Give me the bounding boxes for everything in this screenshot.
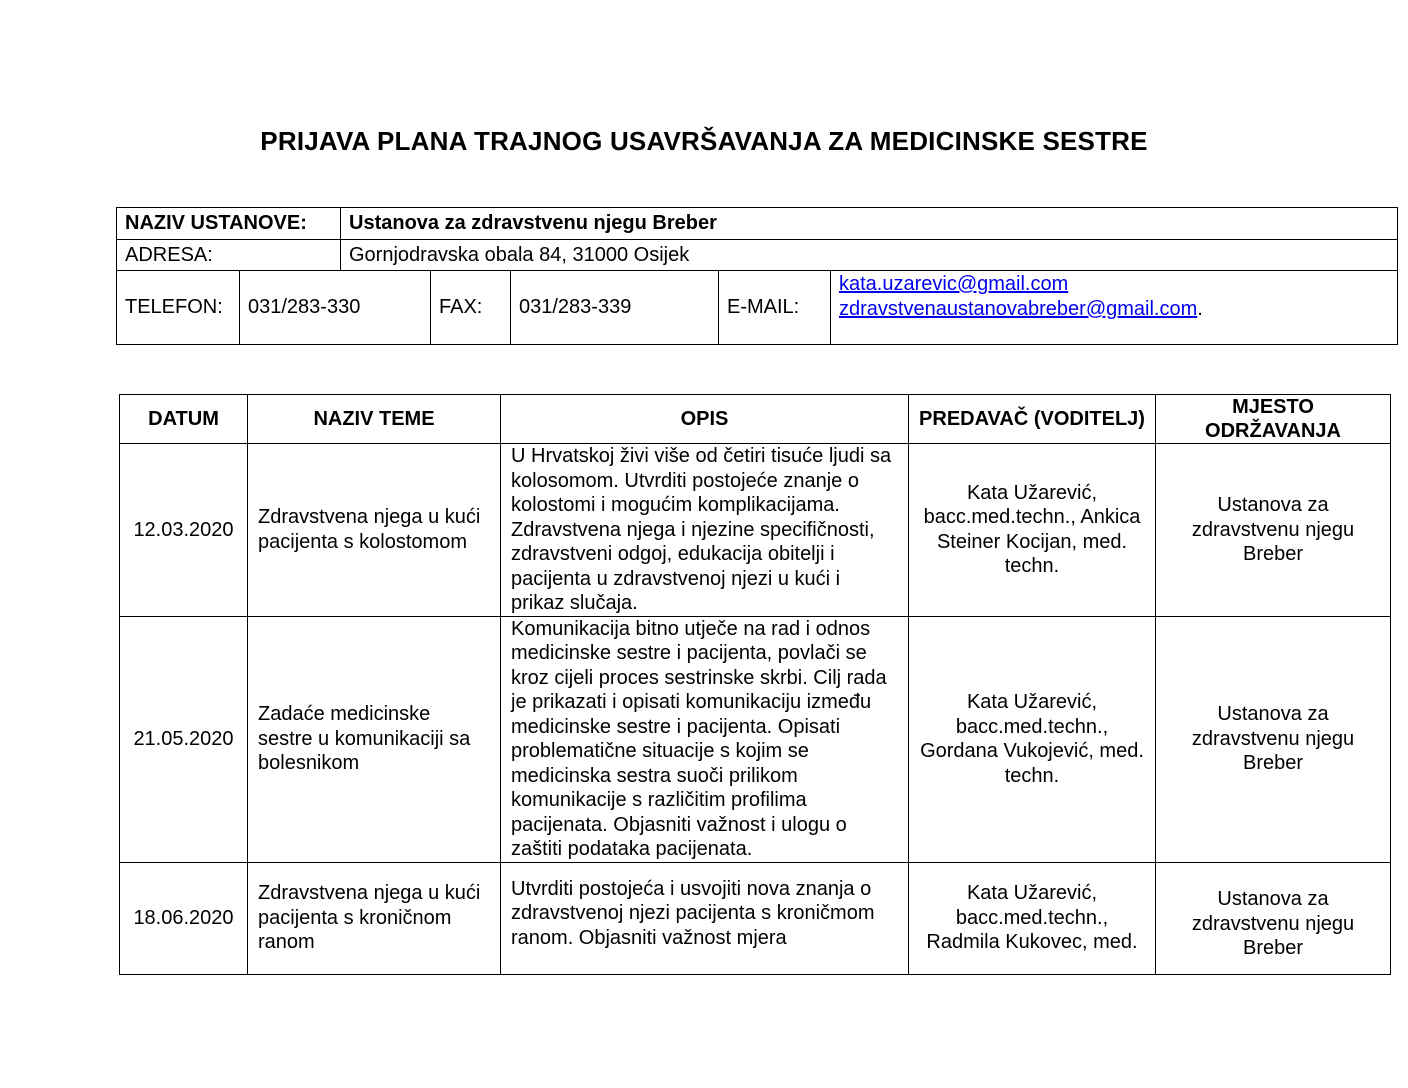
row-tema: Zdravstvena njega u kući pacijenta s kolostomom xyxy=(248,444,501,617)
education-plan-table xyxy=(119,394,1391,975)
table-row xyxy=(120,862,1391,974)
institution-info-table xyxy=(116,207,1398,345)
contact-row xyxy=(117,271,1398,345)
row-opis: U Hrvatskoj živi više od četiri tisuće ljudi sa kolosomom. Utvrditi postojeće znanje o kolostomi i mogućim komplikacijama. Zdravstvena njega i njezine specifičnosti, zdravstveni odgoj, edukacija obitelji i pacijenta u zdravstvenoj njezi u kući i prikaz slučaja. xyxy=(501,444,909,617)
row-mjesto: Ustanova za zdravstvenu njegu Breber xyxy=(1156,616,1391,862)
row-opis: Utvrditi postojeća i usvojiti nova znanja o zdravstvenoj njezi pacijenta s kroničmom ranom. Objasniti važnost mjera xyxy=(501,862,909,974)
email-values xyxy=(831,271,1398,345)
row-tema: Zadaće medicinske sestre u komunikaciji sa bolesnikom xyxy=(248,616,501,862)
address-value: Gornjodravska obala 84, 31000 Osijek xyxy=(341,240,1398,271)
table-row xyxy=(120,444,1391,617)
fax-label: FAX: xyxy=(431,271,511,345)
institution-name-label: NAZIV USTANOVE: xyxy=(117,208,341,240)
header-predavac: PREDAVAČ (VODITELJ) xyxy=(909,395,1156,444)
row-mjesto: Ustanova za zdravstvenu njegu Breber xyxy=(1156,862,1391,974)
email-suffix: . xyxy=(1197,298,1203,320)
row-datum: 21.05.2020 xyxy=(120,616,248,862)
address-label: ADRESA: xyxy=(117,240,341,271)
row-mjesto: Ustanova za zdravstvenu njegu Breber xyxy=(1156,444,1391,617)
row-tema: Zdravstvena njega u kući pacijenta s kroničnom ranom xyxy=(248,862,501,974)
row-predavac: Kata Užarević, bacc.med.techn., Gordana Vukojević, med. techn. xyxy=(909,616,1156,862)
institution-name-value: Ustanova za zdravstvenu njegu Breber xyxy=(341,208,1398,240)
header-datum: DATUM xyxy=(120,395,248,444)
row-predavac: Kata Užarević, bacc.med.techn., Radmila Kukovec, med. xyxy=(909,862,1156,974)
header-mjesto: MJESTO ODRŽAVANJA xyxy=(1156,395,1391,444)
header-tema: NAZIV TEME xyxy=(248,395,501,444)
row-datum: 12.03.2020 xyxy=(120,444,248,617)
address-row xyxy=(117,240,1398,271)
email-link-2[interactable]: zdravstvenaustanovabreber@gmail.com xyxy=(839,298,1198,320)
page-title: PRIJAVA PLANA TRAJNOG USAVRŠAVANJA ZA MEDICINSKE SESTRE xyxy=(260,126,1148,156)
institution-name-row xyxy=(117,208,1398,240)
header-opis: OPIS xyxy=(501,395,909,444)
table-row xyxy=(120,616,1391,862)
email-label: E-MAIL: xyxy=(719,271,831,345)
phone-label: TELEFON: xyxy=(117,271,240,345)
phone-value: 031/283-330 xyxy=(240,271,431,345)
row-opis: Komunikacija bitno utječe na rad i odnos medicinske sestre i pacijenta, povlači se kroz cijeli proces sestrinske skrbi. Cilj rada je prikazati i opisati komunikaciju između medicinske sestre i pacijenta. Opisati problematične situacije s kojim se medicinska sestra suoči prilikom komunikacije s različitim profilima pacijenata. Objasniti važnost i ulogu o zaštiti podataka pacijenata. xyxy=(501,616,909,862)
plan-header-row xyxy=(120,395,1391,444)
row-predavac: Kata Užarević, bacc.med.techn., Ankica Steiner Kocijan, med. techn. xyxy=(909,444,1156,617)
email-link-1[interactable]: kata.uzarevic@gmail.com xyxy=(839,273,1069,295)
row-datum: 18.06.2020 xyxy=(120,862,248,974)
fax-value: 031/283-339 xyxy=(511,271,719,345)
